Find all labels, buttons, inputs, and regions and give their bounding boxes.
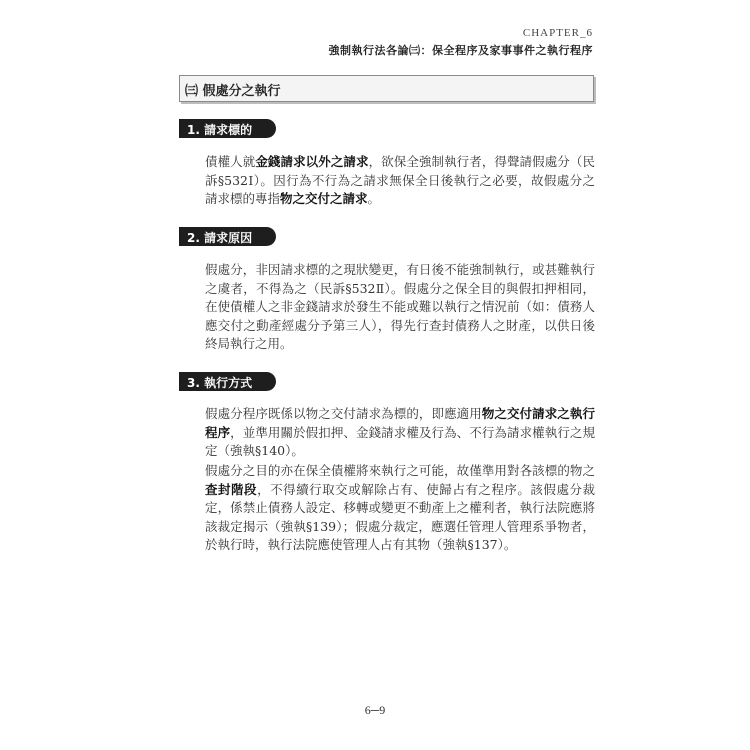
subsection-label: 1. 請求標的	[187, 123, 253, 137]
paragraph	[205, 153, 595, 209]
emphasis-text: 物之交付之請求	[280, 191, 368, 206]
emphasis-text: 物之交付請求之執行程序	[205, 406, 595, 440]
emphasis-text: 查封階段	[205, 481, 258, 497]
section-heading: ㈢ 假處分之執行	[185, 84, 281, 99]
body-text: 假處分程序既係以物之交付請求為標的，即應適用	[205, 406, 482, 421]
body-text: ，欲保全強制執行者，得聲請假處分（民訴§532Ⅰ）。因行為不行為之請求無保全日後執行之必要，故假處分之請求標的專指	[205, 154, 595, 206]
body-text: ，並準用關於假扣押、金錢請求權及行為、不行為請求權執行之規定（強執§140）。	[205, 424, 595, 458]
body-text: ，不得續行取交或解除占有、使歸占有之程序。該假處分裁定，係禁止債務人設定、移轉或變更不動產上之權利者，執行法院應將該裁定揭示（強執§139）；假處分裁定，應選任管理人管理系爭物者，於執行時，執行法院應使管理人占有其物（強執§137）。	[205, 481, 595, 552]
paragraph	[205, 462, 595, 555]
subsection-label-bar	[179, 227, 276, 246]
body-text: 債權人就	[205, 154, 256, 169]
subsection-label: 3. 執行方式	[187, 376, 253, 390]
body-text: 假處分之目的亦在保全債權將來執行之可能，故僅準用對各該標的物之	[205, 463, 595, 478]
body-text: 。	[367, 191, 381, 206]
paragraph	[205, 261, 595, 354]
paragraph	[205, 405, 595, 461]
page-number: 6─9	[364, 703, 386, 717]
subsection-label-bar	[179, 372, 276, 391]
body-text: 假處分，非因請求標的之現狀變更，有日後不能強制執行，或甚難執行之虞者，不得為之（民訴§532Ⅱ）。假處分之保全目的與假扣押相同，在使債權人之非金錢請求於發生不能或難以執行之情況前（如：債務人應交付之動產經處分予第三人），得先行查封債務人之財產，以供日後終局執行之用。	[205, 262, 595, 351]
emphasis-text: 金錢請求以外之請求	[255, 154, 369, 169]
section-heading-box	[179, 75, 594, 102]
running-header-title: 強制執行法各論㈢：保全程序及家事事件之執行程序	[328, 44, 593, 57]
subsection-label: 2. 請求原因	[187, 231, 253, 245]
chapter-label: CHAPTER_6	[522, 27, 593, 39]
subsection-label-bar	[179, 119, 276, 138]
